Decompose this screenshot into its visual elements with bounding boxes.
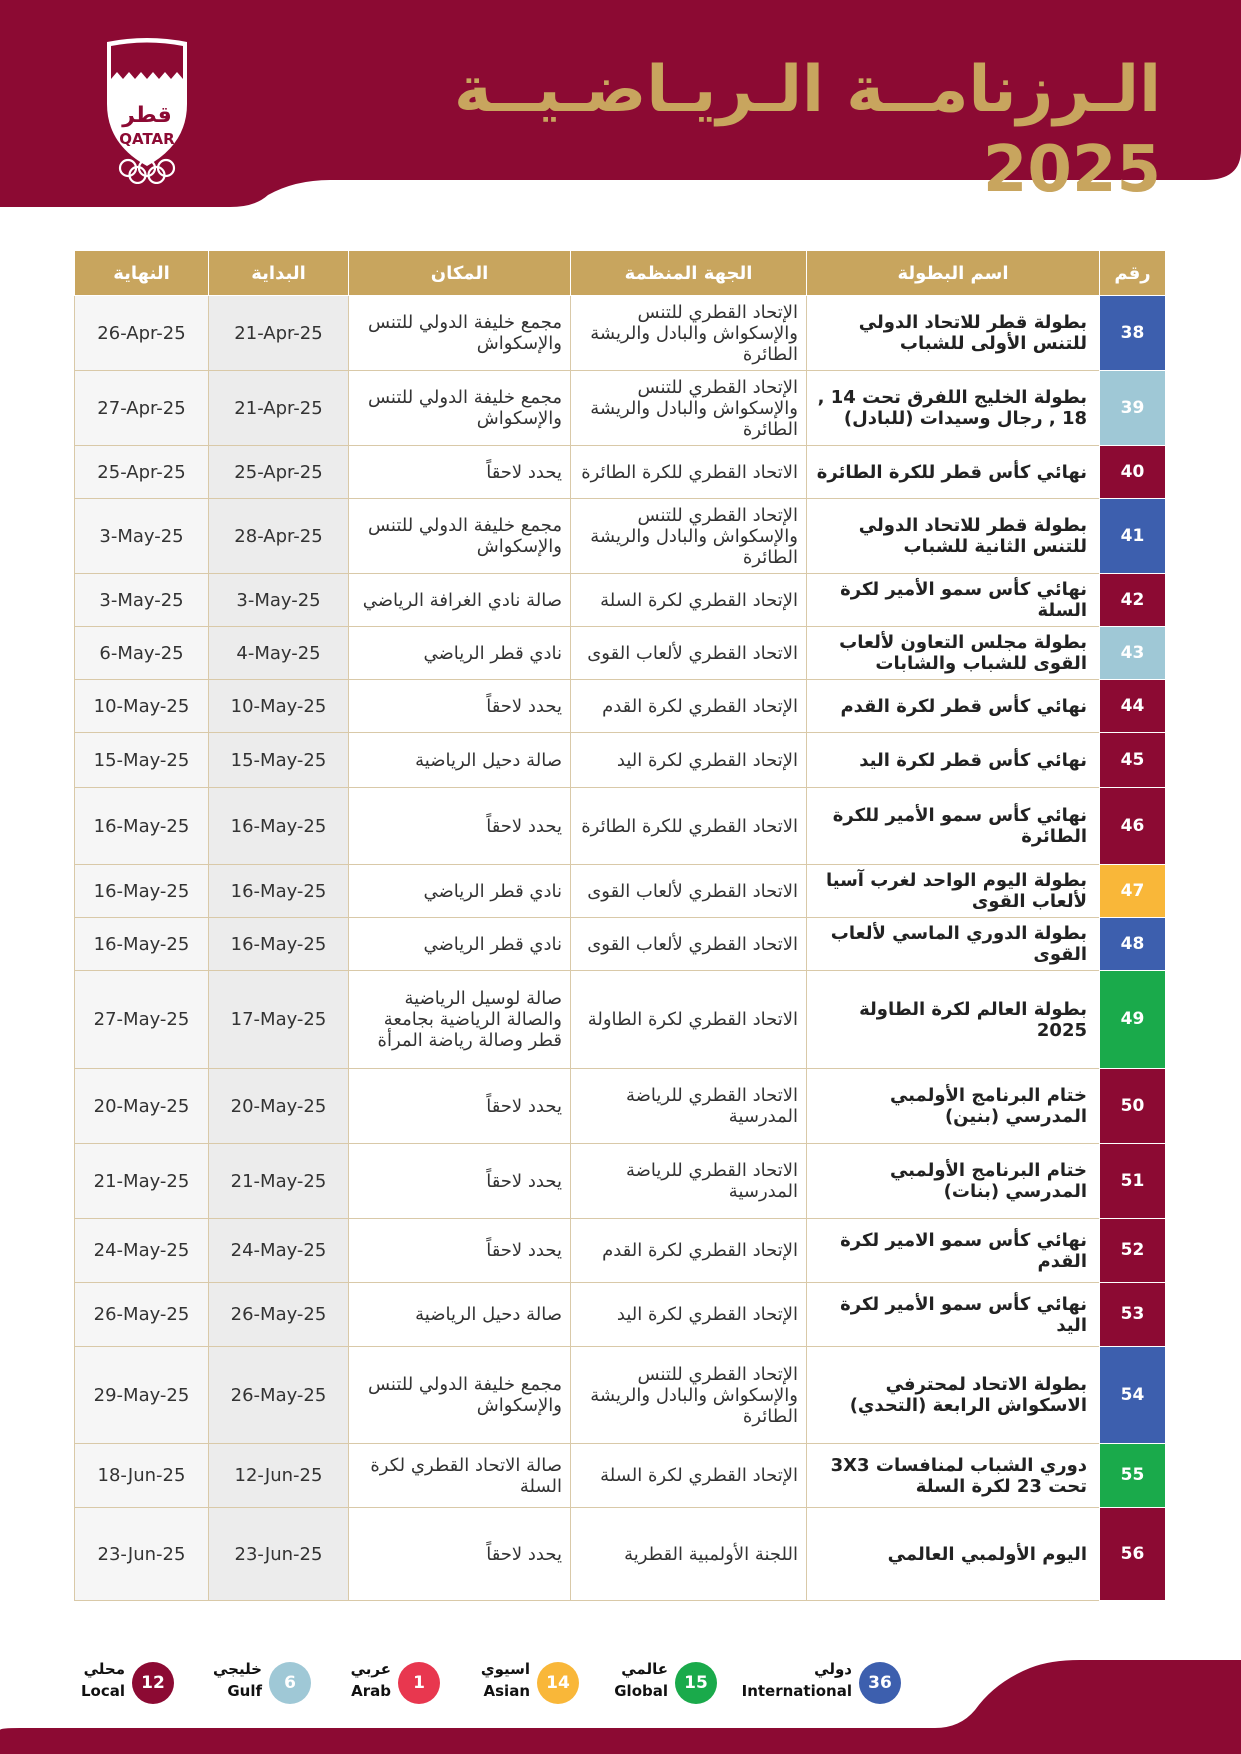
table-row [75,1444,1166,1508]
cell-start: 16-May-25 [209,865,349,918]
cell-name: بطولة اليوم الواحد لغرب آسيا لألعاب القوى [807,865,1100,918]
cell-org: الإتحاد القطري للتنس والإسكواش والبادل والريشة الطائرة [571,371,807,446]
cell-org: الاتحاد القطري لألعاب القوى [571,865,807,918]
legend-count-badge: 12 [132,1662,174,1704]
cell-num: 49 [1100,971,1166,1069]
cell-start: 17-May-25 [209,971,349,1069]
cell-start: 3-May-25 [209,574,349,627]
legend-label-arabic: دولي [814,1660,852,1678]
legend-label-arabic: عالمي [621,1660,668,1678]
cell-start: 26-May-25 [209,1347,349,1444]
page-title: الـرزنامــة الـريـاضـيــة 2025 [453,53,1161,207]
cell-venue: نادي قطر الرياضي [349,627,571,680]
table-row [75,680,1166,733]
cell-name: بطولة الاتحاد لمحترفي الاسكواش الرابعة (التحدي) [807,1347,1100,1444]
legend-label-english: Global [614,1682,668,1700]
cell-venue: يحدد لاحقاً [349,680,571,733]
cell-name: ختام البرنامج الأولمبي المدرسي (بنات) [807,1144,1100,1219]
header-end: النهاية [75,251,209,296]
table-row [75,371,1166,446]
logo-latin-text: QATAR [119,130,175,148]
cell-end: 27-May-25 [75,971,209,1069]
cell-num: 44 [1100,680,1166,733]
cell-start: 26-May-25 [209,1283,349,1347]
calendar-table-container [74,250,1165,1601]
table-row [75,446,1166,499]
cell-num: 42 [1100,574,1166,627]
legend-label-arabic: عربي [350,1660,391,1678]
cell-venue: مجمع خليفة الدولي للتنس والإسكواش [349,371,571,446]
cell-end: 6-May-25 [75,627,209,680]
header-start: البداية [209,251,349,296]
cell-num: 47 [1100,865,1166,918]
cell-end: 25-Apr-25 [75,446,209,499]
cell-start: 12-Jun-25 [209,1444,349,1508]
cell-name: دوري الشباب لمنافسات 3X3 تحت 23 لكرة السلة [807,1444,1100,1508]
cell-num: 38 [1100,296,1166,371]
cell-org: الإتحاد القطري للتنس والإسكواش والبادل والريشة الطائرة [571,1347,807,1444]
table-row [75,788,1166,865]
cell-name: بطولة مجلس التعاون لألعاب القوى للشباب والشابات [807,627,1100,680]
cell-org: الإتحاد القطري للتنس والإسكواش والبادل والريشة الطائرة [571,296,807,371]
cell-org: الإتحاد القطري لكرة اليد [571,1283,807,1347]
legend-count-badge: 1 [398,1662,440,1704]
legend-label-english: Gulf [227,1682,262,1700]
cell-start: 25-Apr-25 [209,446,349,499]
cell-venue: صالة نادي الغرافة الرياضي [349,574,571,627]
cell-end: 16-May-25 [75,865,209,918]
table-row [75,499,1166,574]
table-row [75,1508,1166,1601]
category-legend [0,1660,1241,1710]
cell-num: 52 [1100,1219,1166,1283]
cell-org: الإتحاد القطري لكرة اليد [571,733,807,788]
cell-end: 18-Jun-25 [75,1444,209,1508]
table-row [75,865,1166,918]
header-venue: المكان [349,251,571,296]
cell-name: بطولة الدوري الماسي لألعاب القوى [807,918,1100,971]
cell-end: 29-May-25 [75,1347,209,1444]
legend-label-english: Local [80,1682,125,1700]
legend-count-badge: 6 [269,1662,311,1704]
cell-start: 23-Jun-25 [209,1508,349,1601]
cell-end: 16-May-25 [75,918,209,971]
legend-label-arabic: خليجي [212,1660,262,1678]
cell-name: اليوم الأولمبي العالمي [807,1508,1100,1601]
cell-venue: مجمع خليفة الدولي للتنس والإسكواش [349,1347,571,1444]
table-row [75,918,1166,971]
cell-venue: يحدد لاحقاً [349,1219,571,1283]
header-org: الجهة المنظمة [571,251,807,296]
cell-org: الاتحاد القطري لألعاب القوى [571,627,807,680]
cell-org: الإتحاد القطري لكرة القدم [571,680,807,733]
cell-venue: مجمع خليفة الدولي للتنس والإسكواش [349,499,571,574]
table-row [75,627,1166,680]
table-row [75,1283,1166,1347]
cell-num: 46 [1100,788,1166,865]
calendar-table [74,250,1166,1601]
cell-org: اللجنة الأولمبية القطرية [571,1508,807,1601]
cell-start: 20-May-25 [209,1069,349,1144]
cell-venue: يحدد لاحقاً [349,1508,571,1601]
cell-name: نهائي كأس سمو الامير لكرة القدم [807,1219,1100,1283]
cell-end: 23-Jun-25 [75,1508,209,1601]
cell-venue: مجمع خليفة الدولي للتنس والإسكواش [349,296,571,371]
cell-name: نهائي كأس قطر لكرة القدم [807,680,1100,733]
legend-label-arabic: اسيوي [480,1660,530,1678]
cell-name: ختام البرنامج الأولمبي المدرسي (بنين) [807,1069,1100,1144]
table-row [75,971,1166,1069]
legend-count-badge: 15 [675,1662,717,1704]
cell-org: الاتحاد القطري للكرة الطائرة [571,446,807,499]
header-num: رقم [1100,251,1166,296]
cell-org: الإتحاد القطري لكرة السلة [571,574,807,627]
cell-start: 10-May-25 [209,680,349,733]
table-row [75,733,1166,788]
cell-num: 45 [1100,733,1166,788]
cell-num: 48 [1100,918,1166,971]
cell-start: 21-Apr-25 [209,296,349,371]
cell-venue: نادي قطر الرياضي [349,918,571,971]
table-row [75,1069,1166,1144]
cell-start: 16-May-25 [209,918,349,971]
cell-end: 15-May-25 [75,733,209,788]
cell-org: الاتحاد القطري لكرة الطاولة [571,971,807,1069]
cell-end: 10-May-25 [75,680,209,733]
legend-label-english: Asian [483,1682,530,1700]
cell-end: 20-May-25 [75,1069,209,1144]
cell-org: الاتحاد القطري لألعاب القوى [571,918,807,971]
legend-item-local [0,1660,1241,1704]
table-row [75,296,1166,371]
table-header-row [75,251,1166,296]
cell-num: 53 [1100,1283,1166,1347]
cell-venue: صالة دحيل الرياضية [349,733,571,788]
cell-name: نهائي كأس سمو الأمير لكرة السلة [807,574,1100,627]
cell-end: 3-May-25 [75,574,209,627]
cell-org: الاتحاد القطري للرياضة المدرسية [571,1144,807,1219]
cell-start: 21-Apr-25 [209,371,349,446]
logo-arabic-text: قطر [122,103,172,128]
cell-end: 24-May-25 [75,1219,209,1283]
cell-num: 56 [1100,1508,1166,1601]
cell-name: نهائي كأس سمو الأمير للكرة الطائرة [807,788,1100,865]
cell-num: 39 [1100,371,1166,446]
legend-label-english: Arab [351,1682,391,1700]
cell-name: بطولة قطر للاتحاد الدولي للتنس الأولى للشباب [807,296,1100,371]
cell-num: 41 [1100,499,1166,574]
cell-start: 16-May-25 [209,788,349,865]
cell-venue: صالة دحيل الرياضية [349,1283,571,1347]
cell-name: نهائي كأس قطر للكرة الطائرة [807,446,1100,499]
header-name: اسم البطولة [807,251,1100,296]
cell-end: 3-May-25 [75,499,209,574]
cell-start: 15-May-25 [209,733,349,788]
cell-venue: يحدد لاحقاً [349,788,571,865]
qatar-olympic-logo [102,34,192,184]
legend-count-badge: 14 [537,1662,579,1704]
cell-venue: نادي قطر الرياضي [349,865,571,918]
cell-start: 21-May-25 [209,1144,349,1219]
cell-end: 27-Apr-25 [75,371,209,446]
table-row [75,1219,1166,1283]
cell-venue: يحدد لاحقاً [349,1144,571,1219]
cell-start: 28-Apr-25 [209,499,349,574]
cell-num: 50 [1100,1069,1166,1144]
cell-num: 51 [1100,1144,1166,1219]
cell-name: نهائي كأس سمو الأمير لكرة اليد [807,1283,1100,1347]
cell-num: 54 [1100,1347,1166,1444]
cell-num: 43 [1100,627,1166,680]
cell-start: 24-May-25 [209,1219,349,1283]
cell-venue: صالة الاتحاد القطري لكرة السلة [349,1444,571,1508]
cell-venue: صالة لوسيل الرياضية والصالة الرياضية بجامعة قطر وصالة رياضة المرأة [349,971,571,1069]
table-row [75,1347,1166,1444]
table-row [75,574,1166,627]
cell-end: 26-Apr-25 [75,296,209,371]
cell-name: بطولة الخليج اللفرق تحت 14 , 18 , رجال وسيدات (للبادل) [807,371,1100,446]
cell-venue: يحدد لاحقاً [349,446,571,499]
cell-name: بطولة قطر للاتحاد الدولي للتنس الثانية للشباب [807,499,1100,574]
cell-num: 40 [1100,446,1166,499]
cell-org: الاتحاد القطري للرياضة المدرسية [571,1069,807,1144]
legend-count-badge: 36 [859,1662,901,1704]
cell-venue: يحدد لاحقاً [349,1069,571,1144]
cell-name: نهائي كأس قطر لكرة اليد [807,733,1100,788]
cell-org: الإتحاد القطري لكرة السلة [571,1444,807,1508]
legend-label-english: International [741,1682,852,1700]
cell-start: 4-May-25 [209,627,349,680]
cell-end: 26-May-25 [75,1283,209,1347]
cell-org: الإتحاد القطري للتنس والإسكواش والبادل والريشة الطائرة [571,499,807,574]
table-row [75,1144,1166,1219]
legend-label-arabic: محلي [83,1660,125,1678]
cell-end: 21-May-25 [75,1144,209,1219]
cell-name: بطولة العالم لكرة الطاولة 2025 [807,971,1100,1069]
cell-end: 16-May-25 [75,788,209,865]
cell-org: الإتحاد القطري لكرة القدم [571,1219,807,1283]
cell-num: 55 [1100,1444,1166,1508]
cell-org: الاتحاد القطري للكرة الطائرة [571,788,807,865]
